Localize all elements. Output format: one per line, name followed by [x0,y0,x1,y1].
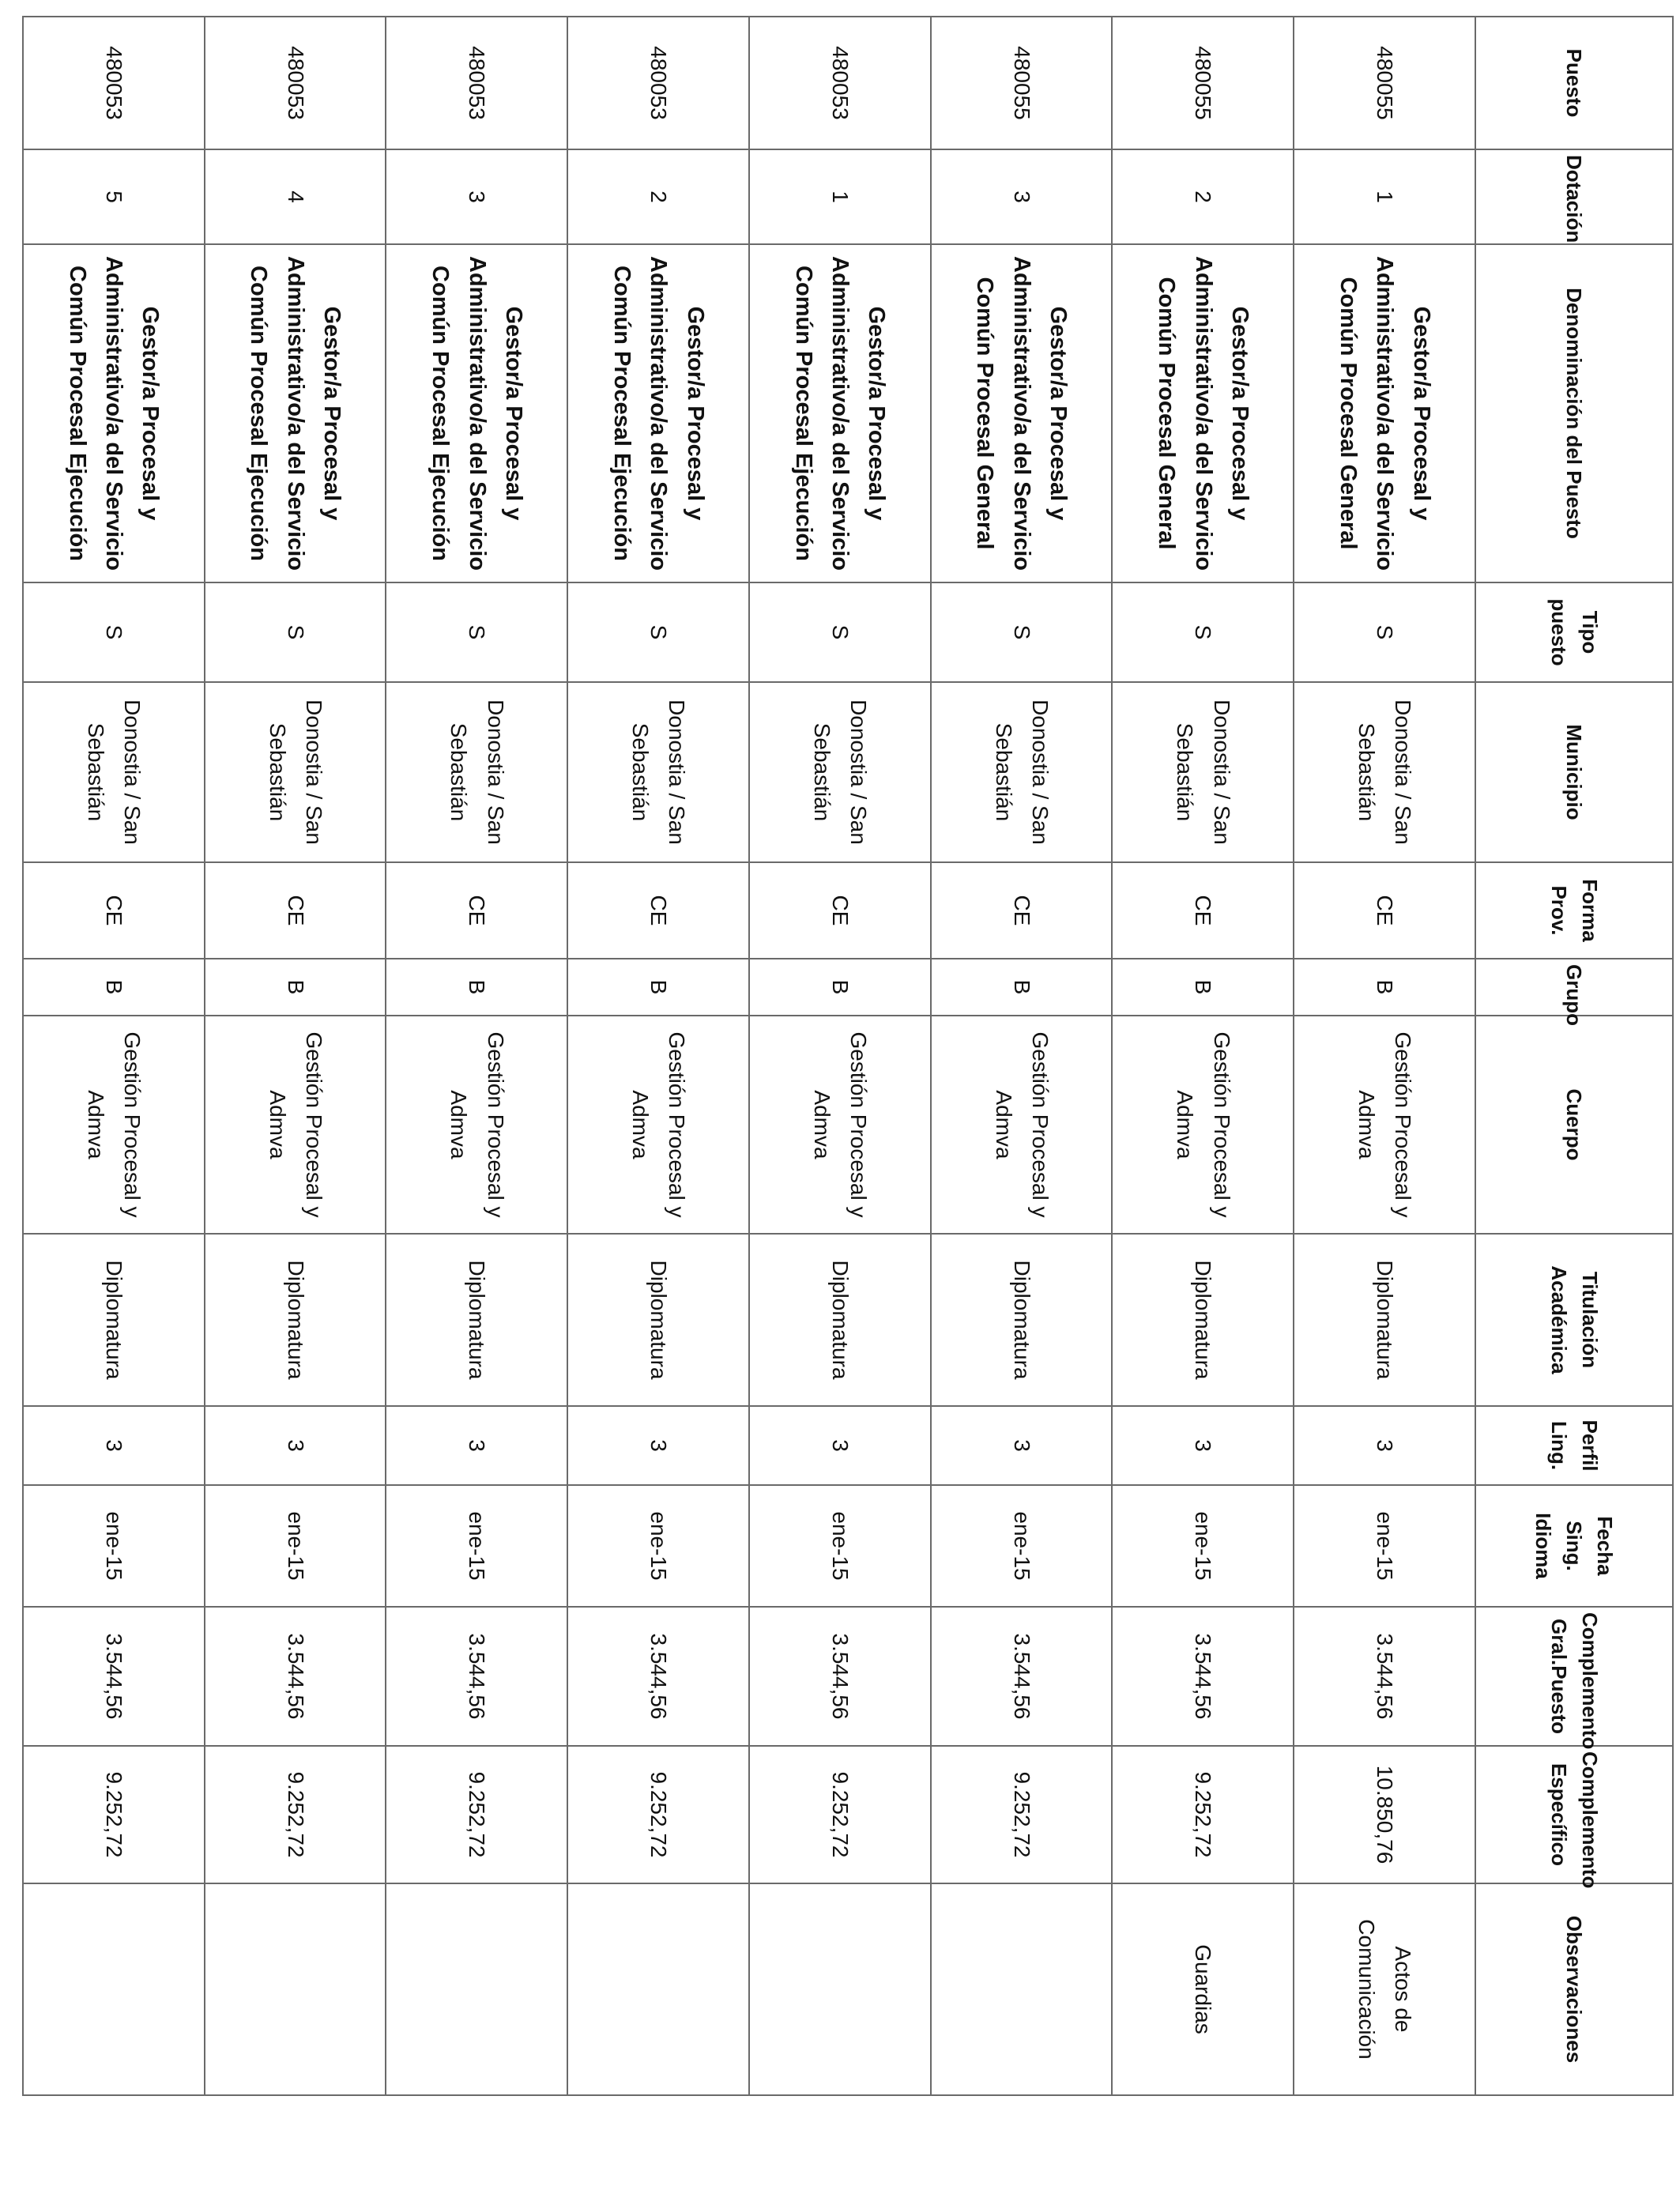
cell-dotacion: 4 [205,149,386,244]
cell-dotacion: 2 [1113,149,1294,244]
cell-dotacion: 2 [567,149,749,244]
header-complemento-especifico: Complemento Específico [1475,1746,1673,1883]
cell-complemento-gral: 3.544,56 [931,1607,1113,1746]
cell-tipo-puesto: S [23,582,205,682]
cell-fecha-sing-idioma: ene-15 [205,1485,386,1607]
cell-municipio: Donostia / San Sebastián [931,682,1113,862]
cell-grupo: B [567,959,749,1016]
cell-cuerpo: Gestión Procesal y Admva [1294,1016,1475,1234]
cell-dotacion: 3 [386,149,568,244]
cell-cuerpo: Gestión Procesal y Admva [205,1016,386,1234]
cell-dotacion: 1 [1294,149,1475,244]
header-dotacion: Dotación [1475,149,1673,244]
cell-puesto: 480053 [23,17,205,149]
cell-complemento-gral: 3.544,56 [23,1607,205,1746]
cell-forma-prov: CE [567,862,749,959]
cell-puesto: 480053 [205,17,386,149]
cell-fecha-sing-idioma: ene-15 [23,1485,205,1607]
cell-perfil-ling: 3 [23,1406,205,1485]
cell-complemento-gral: 3.544,56 [1294,1607,1475,1746]
cell-complemento-especifico: 9.252,72 [931,1746,1113,1883]
cell-dotacion: 1 [749,149,931,244]
cell-observaciones [23,1883,205,2095]
cell-complemento-especifico: 9.252,72 [205,1746,386,1883]
cell-perfil-ling: 3 [1294,1406,1475,1485]
cell-puesto: 480055 [1294,17,1475,149]
cell-denominacion: Gestor/a Procesal y Administrativo/a del Servicio Común Procesal Ejecución [567,244,749,582]
cell-observaciones: Guardias [1113,1883,1294,2095]
cell-puesto: 480053 [386,17,568,149]
cell-grupo: B [1113,959,1294,1016]
cell-puesto: 480053 [749,17,931,149]
cell-cuerpo: Gestión Procesal y Admva [386,1016,568,1234]
cell-complemento-especifico: 9.252,72 [386,1746,568,1883]
header-row [1475,17,1673,2095]
cell-perfil-ling: 3 [1113,1406,1294,1485]
table-row [1113,17,1294,2095]
cell-denominacion: Gestor/a Procesal y Administrativo/a del Servicio Común Procesal General [1294,244,1475,582]
cell-forma-prov: CE [386,862,568,959]
header-observaciones: Observaciones [1475,1883,1673,2095]
cell-cuerpo: Gestión Procesal y Admva [567,1016,749,1234]
cell-denominacion: Gestor/a Procesal y Administrativo/a del Servicio Común Procesal Ejecución [749,244,931,582]
table-row [1294,17,1475,2095]
cell-fecha-sing-idioma: ene-15 [1294,1485,1475,1607]
header-puesto: Puesto [1475,17,1673,149]
cell-complemento-especifico: 10.850,76 [1294,1746,1475,1883]
rotated-page [22,16,1674,2094]
cell-titulacion: Diplomatura [749,1234,931,1406]
cell-municipio: Donostia / San Sebastián [567,682,749,862]
header-tipo-puesto: Tipo puesto [1475,582,1673,682]
cell-fecha-sing-idioma: ene-15 [931,1485,1113,1607]
cell-grupo: B [386,959,568,1016]
header-fecha-sing-idioma: Fecha Sing. Idioma [1475,1485,1673,1607]
header-cuerpo: Cuerpo [1475,1016,1673,1234]
cell-grupo: B [205,959,386,1016]
cell-municipio: Donostia / San Sebastián [749,682,931,862]
cell-cuerpo: Gestión Procesal y Admva [931,1016,1113,1234]
cell-perfil-ling: 3 [386,1406,568,1485]
cell-complemento-gral: 3.544,56 [567,1607,749,1746]
cell-perfil-ling: 3 [205,1406,386,1485]
cell-fecha-sing-idioma: ene-15 [567,1485,749,1607]
cell-tipo-puesto: S [1294,582,1475,682]
cell-tipo-puesto: S [205,582,386,682]
header-titulacion: Titulación Académica [1475,1234,1673,1406]
cell-denominacion: Gestor/a Procesal y Administrativo/a del Servicio Común Procesal General [1113,244,1294,582]
cell-fecha-sing-idioma: ene-15 [1113,1485,1294,1607]
cell-grupo: B [23,959,205,1016]
cell-perfil-ling: 3 [749,1406,931,1485]
header-complemento-gral: Complemento Gral.Puesto [1475,1607,1673,1746]
cell-forma-prov: CE [749,862,931,959]
cell-complemento-especifico: 9.252,72 [23,1746,205,1883]
cell-titulacion: Diplomatura [931,1234,1113,1406]
table-row [749,17,931,2095]
cell-observaciones [931,1883,1113,2095]
cell-tipo-puesto: S [931,582,1113,682]
cell-cuerpo: Gestión Procesal y Admva [749,1016,931,1234]
cell-complemento-gral: 3.544,56 [749,1607,931,1746]
cell-titulacion: Diplomatura [1294,1234,1475,1406]
cell-tipo-puesto: S [1113,582,1294,682]
cell-municipio: Donostia / San Sebastián [1113,682,1294,862]
cell-tipo-puesto: S [567,582,749,682]
table-row [931,17,1113,2095]
cell-perfil-ling: 3 [931,1406,1113,1485]
cell-tipo-puesto: S [386,582,568,682]
cell-titulacion: Diplomatura [23,1234,205,1406]
cell-complemento-especifico: 9.252,72 [567,1746,749,1883]
cell-complemento-especifico: 9.252,72 [1113,1746,1294,1883]
cell-fecha-sing-idioma: ene-15 [386,1485,568,1607]
cell-observaciones: Actos de Comunicación [1294,1883,1475,2095]
header-perfil-ling: Perfil Ling. [1475,1406,1673,1485]
cell-tipo-puesto: S [749,582,931,682]
cell-forma-prov: CE [1113,862,1294,959]
cell-fecha-sing-idioma: ene-15 [749,1485,931,1607]
cell-perfil-ling: 3 [567,1406,749,1485]
table-row [205,17,386,2095]
cell-forma-prov: CE [931,862,1113,959]
table-row [386,17,568,2095]
cell-puesto: 480053 [567,17,749,149]
cell-denominacion: Gestor/a Procesal y Administrativo/a del Servicio Común Procesal Ejecución [23,244,205,582]
cell-observaciones [386,1883,568,2095]
header-grupo: Grupo [1475,959,1673,1016]
cell-titulacion: Diplomatura [1113,1234,1294,1406]
cell-puesto: 480055 [931,17,1113,149]
cell-titulacion: Diplomatura [205,1234,386,1406]
table-row [23,17,205,2095]
cell-titulacion: Diplomatura [567,1234,749,1406]
cell-municipio: Donostia / San Sebastián [386,682,568,862]
cell-municipio: Donostia / San Sebastián [205,682,386,862]
cell-denominacion: Gestor/a Procesal y Administrativo/a del Servicio Común Procesal General [931,244,1113,582]
cell-dotacion: 5 [23,149,205,244]
cell-forma-prov: CE [205,862,386,959]
table-row [567,17,749,2095]
cell-grupo: B [1294,959,1475,1016]
cell-cuerpo: Gestión Procesal y Admva [23,1016,205,1234]
header-denominacion: Denominación del Puesto [1475,244,1673,582]
cell-complemento-especifico: 9.252,72 [749,1746,931,1883]
cell-municipio: Donostia / San Sebastián [1294,682,1475,862]
cell-municipio: Donostia / San Sebastián [23,682,205,862]
cell-observaciones [749,1883,931,2095]
header-forma-prov: Forma Prov. [1475,862,1673,959]
cell-forma-prov: CE [23,862,205,959]
cell-observaciones [205,1883,386,2095]
cell-observaciones [567,1883,749,2095]
cell-forma-prov: CE [1294,862,1475,959]
cell-dotacion: 3 [931,149,1113,244]
cell-titulacion: Diplomatura [386,1234,568,1406]
cell-denominacion: Gestor/a Procesal y Administrativo/a del Servicio Común Procesal Ejecución [205,244,386,582]
cell-complemento-gral: 3.544,56 [386,1607,568,1746]
cell-denominacion: Gestor/a Procesal y Administrativo/a del Servicio Común Procesal Ejecución [386,244,568,582]
cell-cuerpo: Gestión Procesal y Admva [1113,1016,1294,1234]
puestos-table [22,16,1674,2096]
cell-grupo: B [931,959,1113,1016]
cell-complemento-gral: 3.544,56 [1113,1607,1294,1746]
header-municipio: Municipio [1475,682,1673,862]
cell-puesto: 480055 [1113,17,1294,149]
cell-grupo: B [749,959,931,1016]
cell-complemento-gral: 3.544,56 [205,1607,386,1746]
